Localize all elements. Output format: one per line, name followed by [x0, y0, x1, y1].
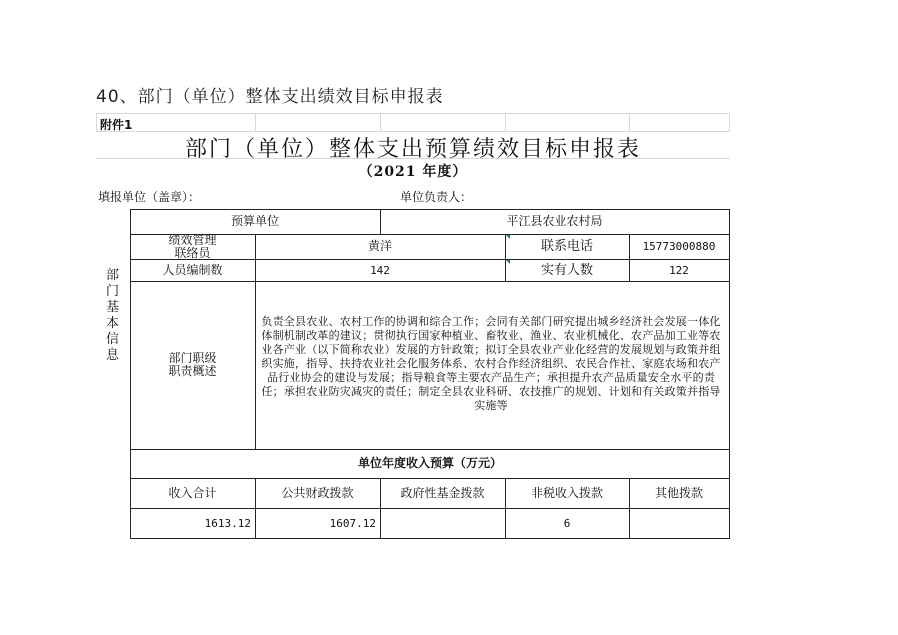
attachment-label: 附件1	[100, 118, 133, 132]
gridline	[255, 113, 256, 131]
income-value-public-finance: 1607.12	[329, 516, 376, 530]
table-border	[729, 209, 730, 539]
cell-comment-marker	[506, 235, 510, 239]
income-header-public-finance: 公共财政拨款	[281, 485, 354, 500]
budget-unit-label: 预算单位	[230, 214, 279, 228]
budget-sheet	[96, 113, 730, 543]
section-label-basic-info: 部 门 基 本 信 息	[105, 268, 120, 363]
gridline	[729, 113, 730, 131]
page-heading: 40、部门（单位）整体支出绩效目标申报表	[96, 87, 444, 107]
budget-unit-value: 平江县农业农村局	[506, 214, 603, 228]
gridline	[96, 113, 97, 131]
gridline	[380, 113, 381, 131]
unit-leader-label: 单位负责人：	[400, 190, 473, 204]
duty-summary-label: 部门职级 职责概述	[168, 351, 217, 378]
phone-label: 联系电话	[540, 239, 593, 254]
staff-quota-value: 142	[370, 263, 390, 277]
duty-summary-text: 负责全县农业、农村工作的协调和综合工作；会同有关部门研究提出城乡经济社会发展一体化体制机制改革的建议；贯彻执行国家种植业、畜牧业、渔业、农业机械化、农产品加工业等农业各产业（以下简称农业）发展的方针政策；拟订全县农业产业化经营的发展规划与政策并组织实施，指导、扶持农业社会化服务体系、农村合作经济组织、农民合作社、家庭农场和农产品行业协会的建设与发展；指导粮食等主要农产品生产；承担提升农产品质量安全水平的责任；承担农业防灾减灾的责任；制定全县农业科研、农技推广的规划、计划和有关政策并指导实施等	[261, 315, 721, 412]
actual-staff-label: 实有人数	[540, 262, 593, 278]
income-header-other: 其他拨款	[654, 485, 703, 500]
contact-person-label: 绩效管理 联络员	[168, 232, 217, 260]
table-border	[130, 538, 730, 539]
income-section-title: 单位年度收入预算（万元）	[357, 456, 502, 470]
gridline	[505, 113, 506, 131]
income-header-total: 收入合计	[168, 485, 217, 500]
sheet-title: 部门（单位）整体支出预算绩效目标申报表	[184, 137, 641, 162]
gridline	[629, 113, 630, 131]
actual-staff-value: 122	[669, 263, 689, 277]
income-header-gov-fund: 政府性基金拨款	[400, 485, 485, 500]
sheet-year: （2021 年度）	[358, 164, 468, 180]
staff-quota-label: 人员编制数	[162, 262, 223, 277]
income-value-total: 1613.12	[204, 516, 251, 530]
income-value-non-tax: 6	[563, 516, 571, 530]
contact-person-value: 黄洋	[367, 239, 392, 253]
income-header-non-tax: 非税收入拨款	[530, 485, 603, 500]
cell-comment-marker	[506, 260, 510, 264]
fill-unit-label: 填报单位（盖章）：	[98, 190, 201, 204]
phone-value: 15773000880	[642, 240, 716, 253]
income-value-other	[629, 508, 729, 538]
income-value-gov-fund	[380, 508, 505, 538]
gridline	[96, 113, 730, 114]
